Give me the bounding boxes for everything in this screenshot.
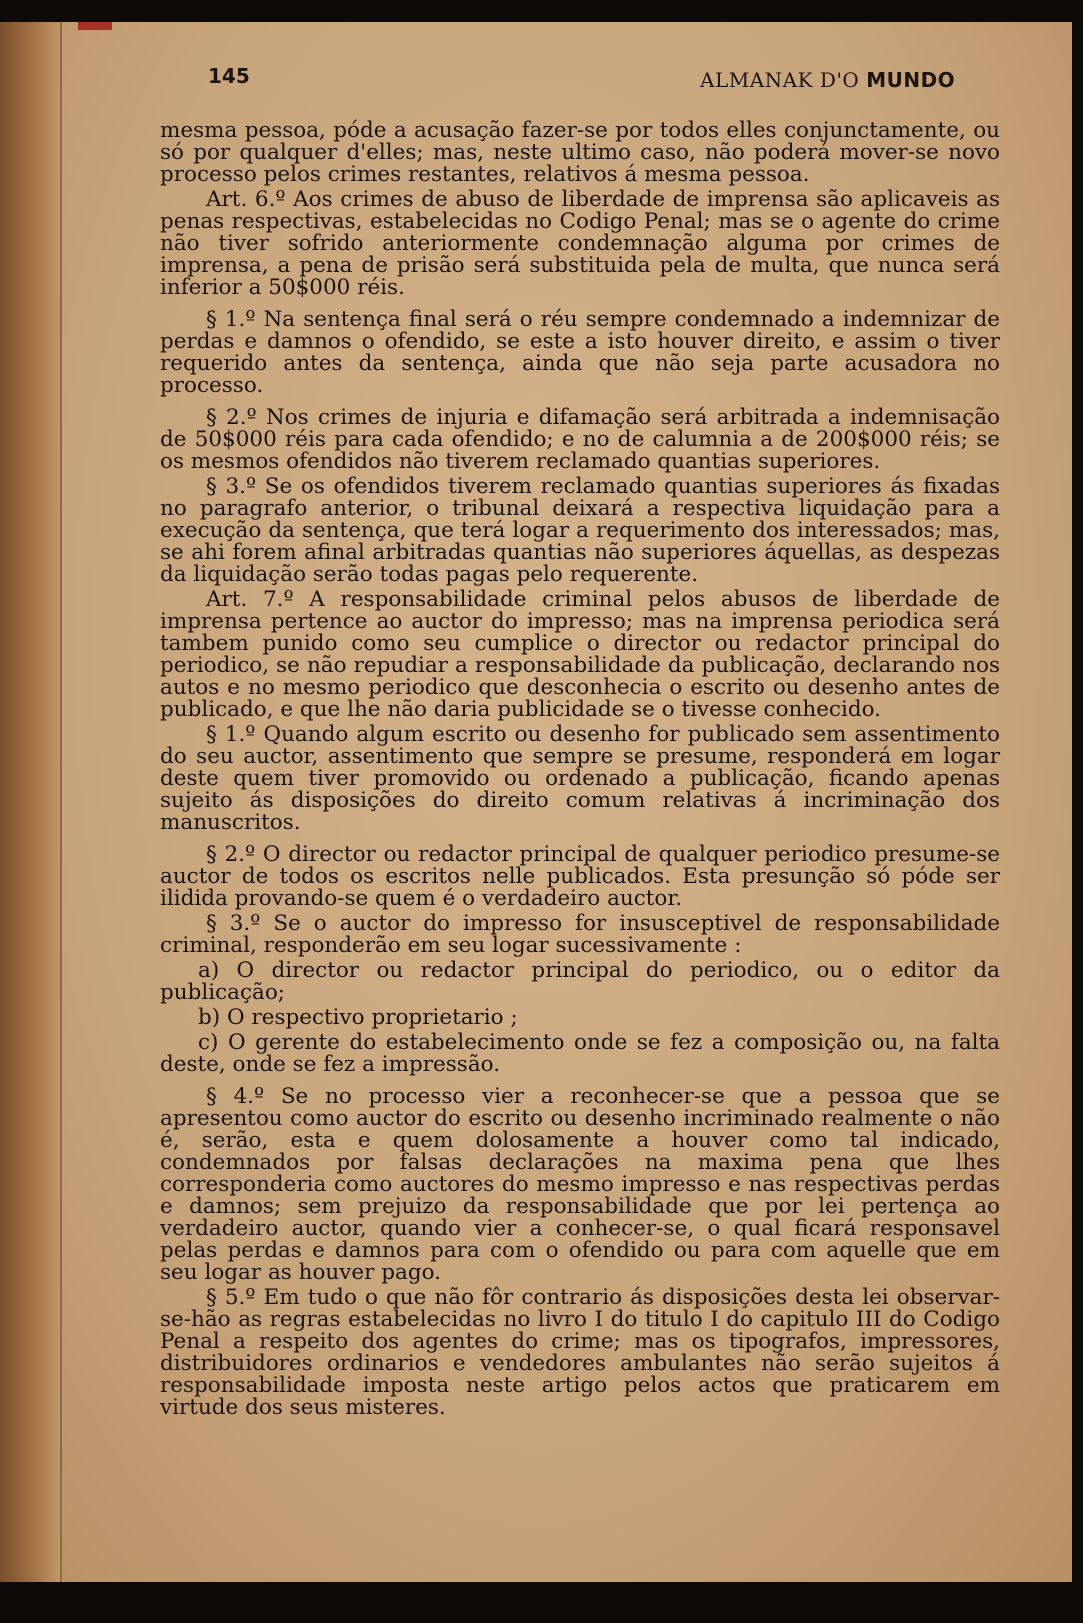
- running-head-brand: MUNDO: [866, 68, 956, 92]
- paragraph-art-6-s2: § 2.º Nos crimes de injuria e difamação será arbitrada a indemnisação de 50$000 réis para cada ofendido; e no de calumnia a de 200$000 réis; se os mesmos ofendidos não tiverem reclamado quantias superiores.: [160, 405, 1000, 474]
- running-head-prefix: ALMANAK D'O: [700, 68, 860, 92]
- paragraph-art-7-s1: § 1.º Quando algum escrito ou desenho for publicado sem assentimento do seu auctor, assentimento que sempre se presume, responderá em logar deste quem tiver promovido ou ordenado a publicação, ficando apenas sujeito ás disposições do direito comum relativas á incriminação dos manuscritos.: [160, 722, 1000, 835]
- paragraph-art-7-s3: § 3.º Se o auctor do impresso for insusceptivel de responsabilidade criminal, responderão em seu logar sucessivamente :: [160, 911, 1000, 958]
- paragraph-art-7: Art. 7.º A responsabilidade criminal pelos abusos de liberdade de imprensa pertence ao auctor do impresso; mas na imprensa periodica será tambem punido como seu cumplice o director ou redactor principal do periodico, se não repudiar a responsabilidade da publicação, declarando nos autos e no mesmo periodico que desconhecia o escrito ou desenho antes de publicado, e que lhe não daria publicidade se o tivesse conhecido.: [160, 587, 1000, 722]
- running-head: [700, 68, 955, 92]
- paragraph-continuation: mesma pessoa, póde a acusação fazer-se por todos elles conjunctamente, ou só por qualquer d'elles; mas, neste ultimo caso, não poderá mover-se novo processo pelos crimes restantes, relativos á mesma pessoa.: [160, 118, 1000, 187]
- list-item-c: c) O gerente do estabelecimento onde se fez a composição ou, na falta deste, onde se fez a impressão.: [160, 1030, 1000, 1077]
- list-item-a: a) O director ou redactor principal do periodico, ou o editor da publicação;: [160, 958, 1000, 1005]
- paragraph-art-6: Art. 6.º Aos crimes de abuso de liberdade de imprensa são aplicaveis as penas respectivas, estabelecidas no Codigo Penal; mas se o agente do crime não tiver sofrido anteriormente condemnação alguma por crimes de imprensa, a pena de prisão será substituida pela de multa, que nunca será inferior a 50$000 réis.: [160, 187, 1000, 300]
- book-page: [0, 22, 1072, 1582]
- paragraph-art-6-s1: § 1.º Na sentença final será o réu sempre condemnado a indemnizar de perdas e damnos o ofendido, se este a isto houver direito, e assim o tiver requerido antes da sentença, ainda que não seja parte acusadora no processo.: [160, 307, 1000, 398]
- page-gutter: [0, 22, 62, 1582]
- paragraph-art-7-s2: § 2.º O director ou redactor principal de qualquer periodico presume-se auctor de todos os escritos nelle publicados. Esta presunção só póde ser ilidida provando-se quem é o verdadeiro auctor.: [160, 842, 1000, 911]
- paragraph-art-7-s4: § 4.º Se no processo vier a reconhecer-se que a pessoa que se apresentou como auctor do escrito ou desenho incriminado realmente o não é, serão, esta e quem dolosamente a houver como tal indicado, condemnados por falsas declarações na maxima pena que lhes corresponderia como auctores do mesmo impresso e nas respectivas perdas e damnos; sem prejuizo da responsabilidade que por lei pertença ao verdadeiro auctor, quando vier a conhecer-se, o qual ficará responsavel pelas perdas e damnos para com o ofendido ou para com aquelle que em seu logar as houver pago.: [160, 1084, 1000, 1285]
- paragraph-art-7-s5: § 5.º Em tudo o que não fôr contrario ás disposições desta lei observar-se-hão as regras estabelecidas no livro I do titulo I do capitulo III do Codigo Penal a respeito dos agentes do crime; mas os tipografos, impressores, distribuidores ordinarios e vendedores ambulantes não serão sujeitos á responsabilidade imposta neste artigo pelos actos que praticarem em virtude dos seus misteres.: [160, 1285, 1000, 1420]
- red-page-marker: [78, 22, 112, 30]
- list-item-b: b) O respectivo proprietario ;: [198, 1005, 518, 1030]
- paragraph-art-6-s3: § 3.º Se os ofendidos tiverem reclamado quantias superiores ás fixadas no paragrafo anterior, o tribunal deixará a respectiva liquidação para a execução da sentença, que terá logar a requerimento dos interessados; mas, se ahi forem afinal arbitradas quantias não superiores áquellas, as despezas da liquidação serão todas pagas pelo requerente.: [160, 474, 1000, 587]
- page-number: 145: [208, 64, 250, 88]
- body-text: [160, 120, 1000, 1419]
